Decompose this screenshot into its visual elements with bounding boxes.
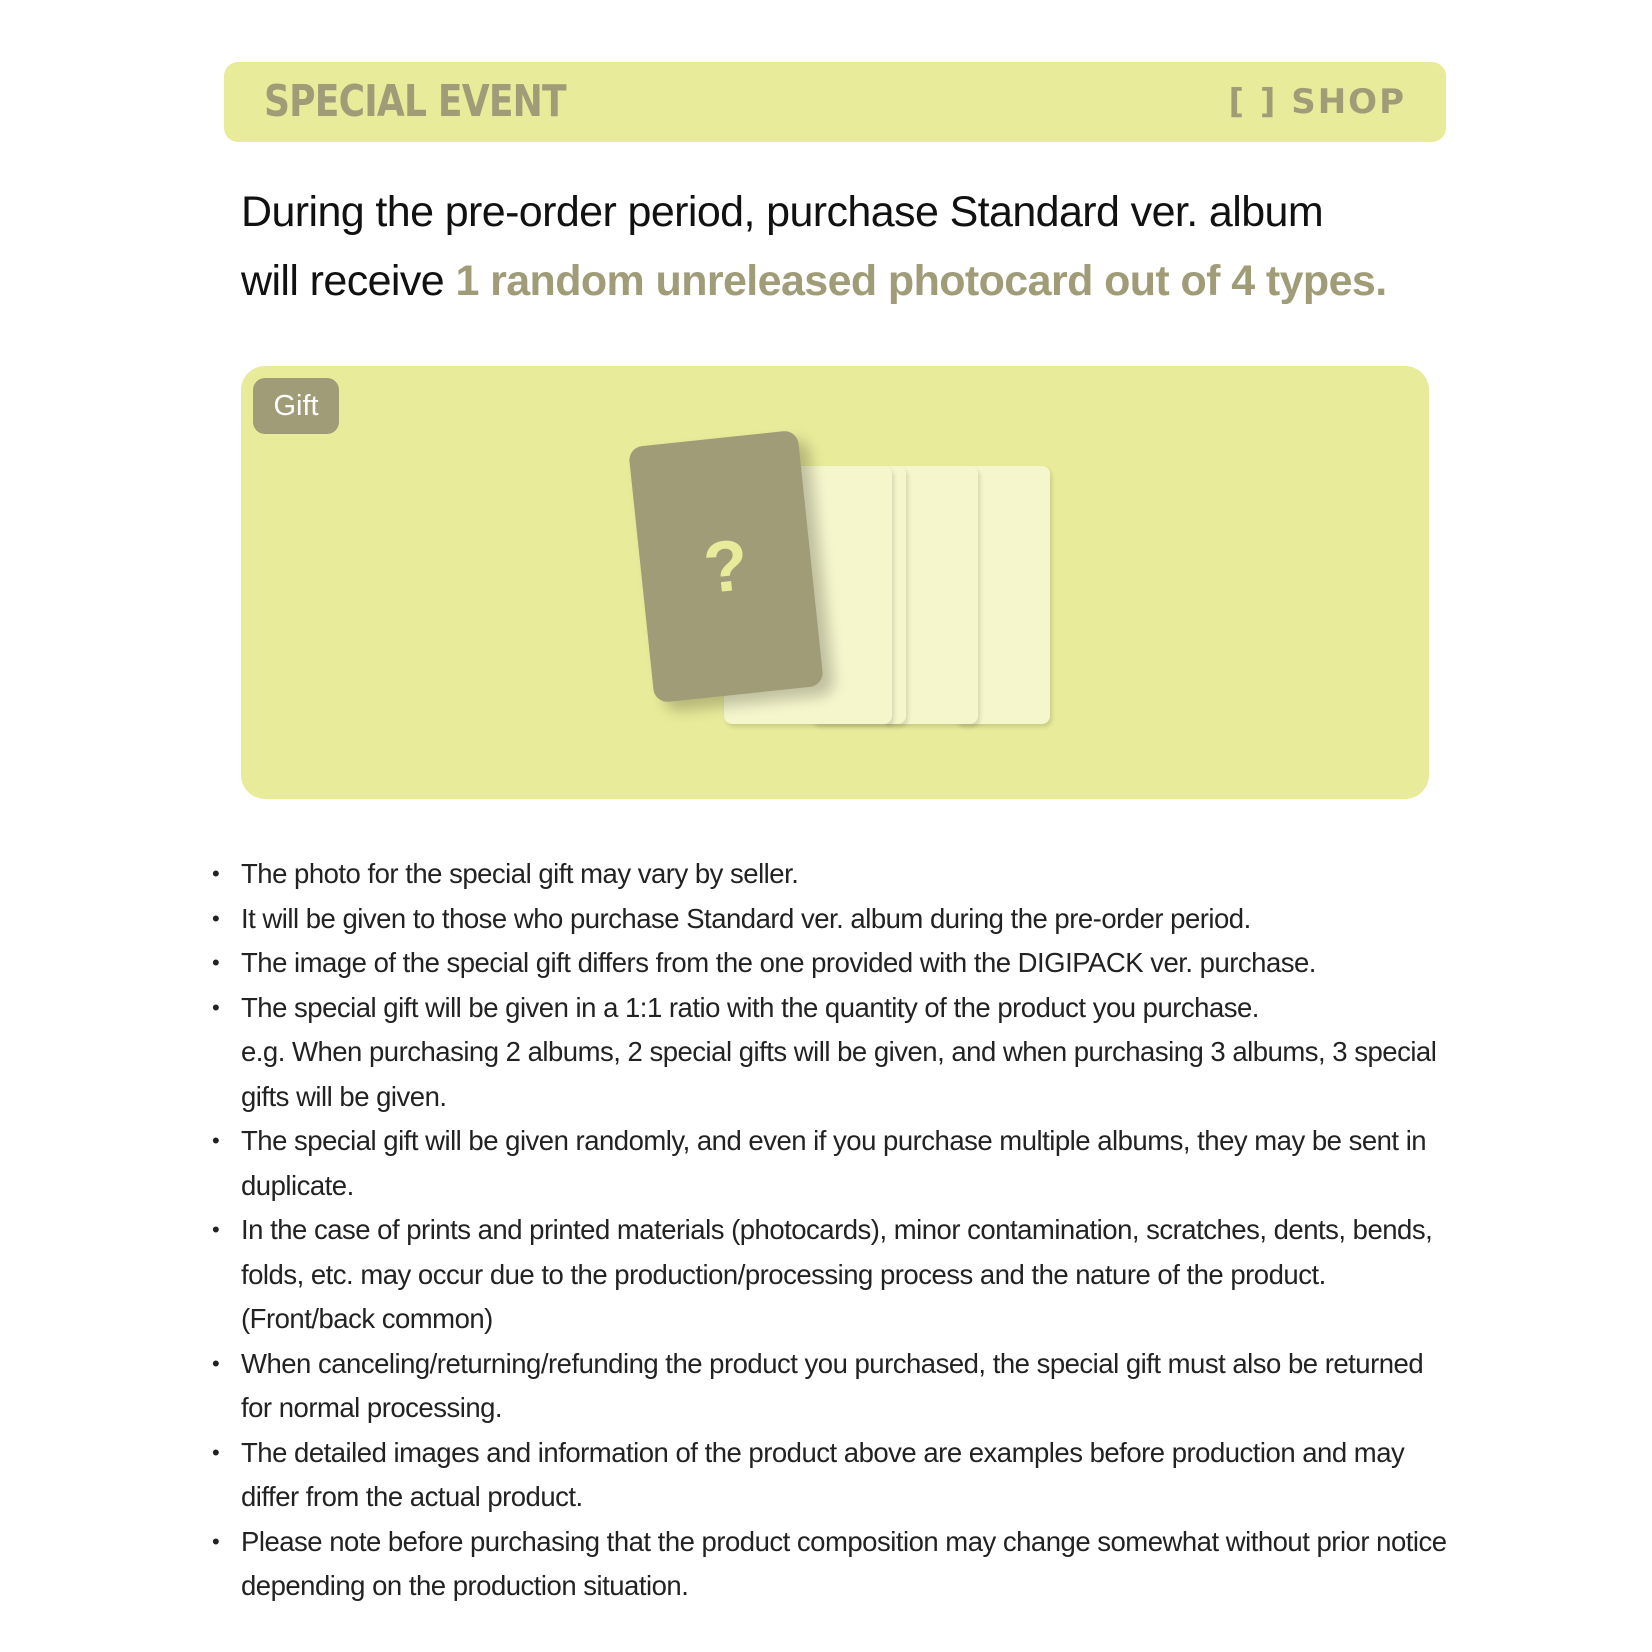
bullet-icon: • bbox=[212, 861, 220, 886]
notice-item bbox=[212, 1208, 1451, 1342]
headline-highlight: 1 random unreleased photocard out of 4 types. bbox=[455, 257, 1387, 305]
notice-item bbox=[212, 897, 1451, 942]
bullet-icon: • bbox=[212, 1217, 220, 1242]
notice-example: e.g. When purchasing 2 albums, 2 special gifts will be given, and when purchasing 3 albums, 3 special gifts will be given. bbox=[241, 1036, 1437, 1112]
question-mark-icon: ? bbox=[699, 524, 753, 609]
bullet-icon: • bbox=[212, 1128, 220, 1153]
notice-text: Please note before purchasing that the product composition may change somewhat without prior notice depending on the production situation. bbox=[241, 1525, 1447, 1601]
special-event-header bbox=[224, 62, 1446, 142]
notice-text: The image of the special gift differs from the one provided with the DIGIPACK ver. purchase. bbox=[241, 947, 1316, 978]
notice-text: It will be given to those who purchase Standard ver. album during the pre-order period. bbox=[241, 902, 1251, 934]
random-photocard bbox=[628, 430, 824, 703]
event-headline bbox=[241, 178, 1441, 316]
gift-badge: Gift bbox=[253, 378, 339, 434]
notice-item bbox=[212, 941, 1451, 986]
notice-text: In the case of prints and printed materials (photocards), minor contamination, scratches, dents, bends, folds, etc. may occur due to the production/processing process and the nature of the product. (Front/back common) bbox=[241, 1214, 1433, 1334]
notice-item bbox=[212, 1342, 1451, 1431]
notice-text: When canceling/returning/refunding the product you purchased, the special gift must also be returned for normal processing. bbox=[241, 1347, 1424, 1423]
notice-text: The special gift will be given randomly, and even if you purchase multiple albums, they may be sent in duplicate. bbox=[241, 1125, 1427, 1201]
notice-item bbox=[212, 1520, 1451, 1609]
notice-list bbox=[212, 852, 1451, 1609]
bullet-icon: • bbox=[212, 1439, 220, 1465]
bullet-icon: • bbox=[212, 950, 220, 975]
notice-item bbox=[212, 1119, 1451, 1208]
notice-item bbox=[212, 852, 1451, 897]
notice-item bbox=[212, 1431, 1451, 1520]
headline-line1: During the pre-order period, purchase Standard ver. album bbox=[241, 188, 1324, 236]
gift-panel bbox=[241, 366, 1429, 799]
bullet-icon: • bbox=[212, 905, 220, 931]
notice-text: The photo for the special gift may vary by seller. bbox=[241, 858, 799, 889]
header-title: SPECIAL EVENT bbox=[264, 76, 566, 127]
bullet-icon: • bbox=[212, 1528, 220, 1554]
notice-text: The special gift will be given in a 1:1 ratio with the quantity of the product you purchase. bbox=[241, 991, 1259, 1023]
bullet-icon: • bbox=[212, 1350, 220, 1376]
bullet-icon: • bbox=[212, 994, 220, 1020]
notice-item bbox=[212, 986, 1451, 1120]
headline-line2-prefix: will receive bbox=[241, 257, 456, 305]
notice-text: The detailed images and information of the product above are examples before production and may differ from the actual product. bbox=[241, 1436, 1405, 1512]
shop-label: [ ] SHOP bbox=[1228, 82, 1406, 122]
